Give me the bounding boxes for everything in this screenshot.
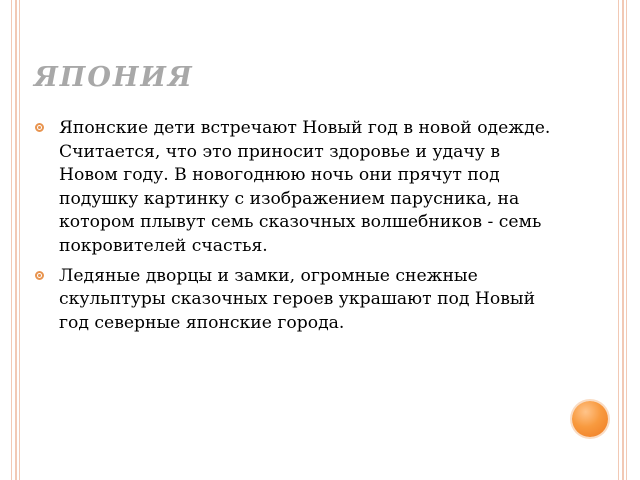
list-item — [34, 265, 554, 336]
bullet-list — [34, 117, 554, 341]
left-border-line — [19, 0, 20, 480]
right-border-line — [618, 0, 619, 480]
bullet-text: Ледяные дворцы и замки, огромные снежные скульптуры сказочных героев украшают под Новый год северные японские города. — [59, 265, 536, 333]
left-border-line — [15, 0, 17, 480]
left-border-line — [11, 0, 12, 480]
orange-circle-icon — [572, 401, 608, 437]
slide-title: ЯПОНИЯ — [34, 62, 194, 93]
bullet-text: Японские дети встречают Новый год в новой одежде. Считается, что это приносит здоровье и удачу в Новом году. В новогоднюю ночь они прячут под подушку картинку с изображением парусника, на котором плывут семь сказочных волшебников - семь покровителей счастья. — [59, 118, 551, 256]
right-border-line — [622, 0, 624, 480]
ring-bullet-icon — [35, 271, 44, 280]
list-item — [34, 117, 554, 259]
right-border-line — [626, 0, 627, 480]
ring-bullet-icon — [35, 123, 44, 132]
